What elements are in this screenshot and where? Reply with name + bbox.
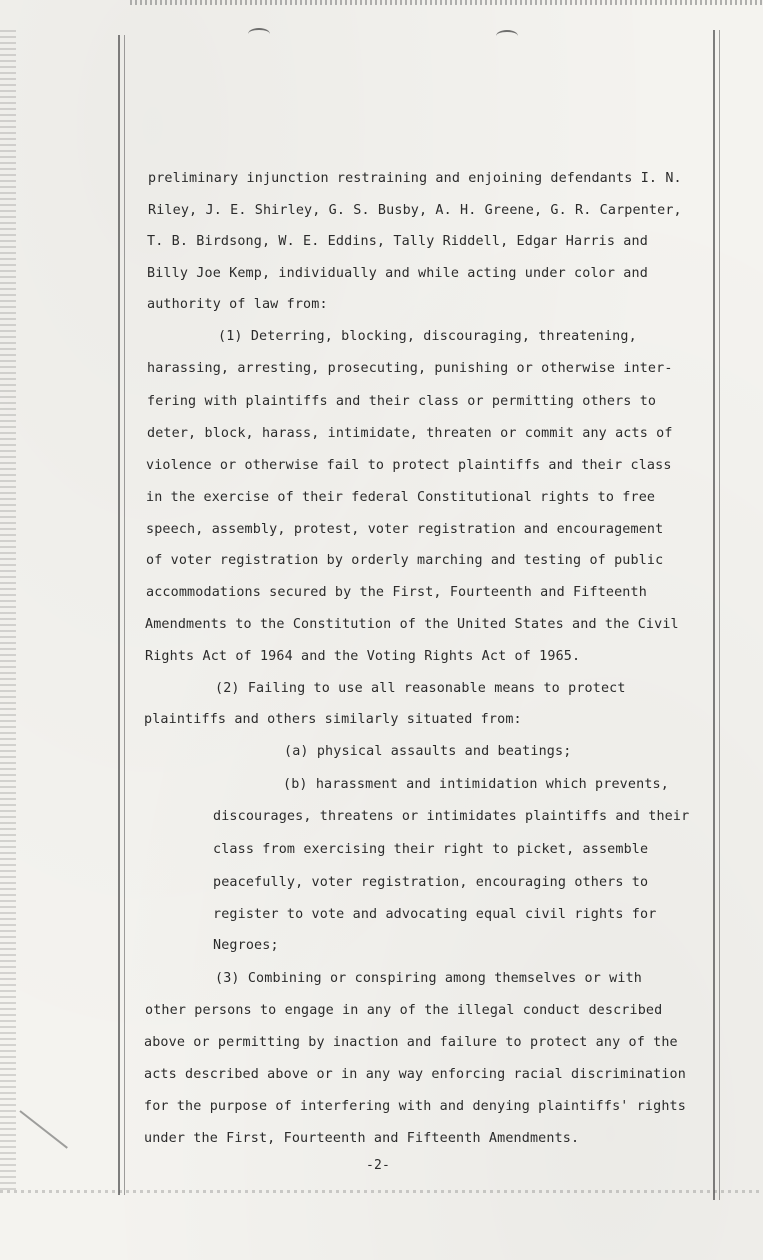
text-line: acts described above or in any way enforcing racial discrimination (144, 1067, 686, 1082)
text-line: harassing, arresting, prosecuting, punishing or otherwise inter- (147, 361, 673, 376)
text-line: Rights Act of 1964 and the Voting Rights Act of 1965. (145, 649, 581, 664)
text-line: (1) Deterring, blocking, discouraging, threatening, (218, 329, 637, 344)
text-line: register to vote and advocating equal civil rights for (213, 907, 657, 922)
text-line: accommodations secured by the First, Fourteenth and Fifteenth (146, 585, 647, 600)
text-line: authority of law from: (147, 297, 328, 312)
text-line: other persons to engage in any of the illegal conduct described (145, 1003, 663, 1018)
text-line: in the exercise of their federal Constitutional rights to free (146, 490, 656, 505)
scan-bottom-edge (0, 1190, 763, 1193)
binding-hole-mark (496, 30, 518, 42)
text-line: fering with plaintiffs and their class or permitting others to (147, 394, 657, 409)
text-line: plaintiffs and others similarly situated from: (144, 712, 522, 727)
scan-left-strip (0, 30, 16, 1190)
text-line: discourages, threatens or intimidates plaintiffs and their (213, 809, 690, 824)
text-line: (2) Failing to use all reasonable means to protect (215, 681, 626, 696)
text-line: for the purpose of interfering with and denying plaintiffs' rights (144, 1099, 686, 1114)
text-line: Riley, J. E. Shirley, G. S. Busby, A. H. Greene, G. R. Carpenter, (148, 203, 682, 218)
left-margin-rule-inner (124, 35, 125, 1195)
text-line: Negroes; (213, 938, 279, 953)
scan-stray-mark (19, 1110, 68, 1149)
page-number: -2- (366, 1158, 390, 1173)
right-margin-rule-inner (719, 30, 720, 1200)
scan-top-edge (130, 0, 763, 5)
text-line: Billy Joe Kemp, individually and while acting under color and (147, 266, 648, 281)
left-margin-rule (118, 35, 120, 1195)
text-line: (b) harassment and intimidation which prevents, (283, 777, 669, 792)
text-line: (a) physical assaults and beatings; (284, 744, 572, 759)
text-line: of voter registration by orderly marching and testing of public (146, 553, 664, 568)
text-line: speech, assembly, protest, voter registration and encouragement (146, 522, 664, 537)
text-line: (3) Combining or conspiring among themselves or with (215, 971, 643, 986)
text-line: Amendments to the Constitution of the United States and the Civil (145, 617, 679, 632)
text-line: class from exercising their right to picket, assemble (213, 842, 649, 857)
text-line: peacefully, voter registration, encouraging others to (213, 875, 649, 890)
text-line: under the First, Fourteenth and Fifteenth Amendments. (144, 1131, 580, 1146)
right-margin-rule (713, 30, 715, 1200)
binding-hole-mark (248, 28, 270, 40)
text-line: deter, block, harass, intimidate, threaten or commit any acts of (147, 426, 673, 441)
text-line: violence or otherwise fail to protect plaintiffs and their class (146, 458, 672, 473)
text-line: above or permitting by inaction and failure to protect any of the (144, 1035, 678, 1050)
text-line: preliminary injunction restraining and enjoining defendants I. N. (148, 171, 682, 186)
text-line: T. B. Birdsong, W. E. Eddins, Tally Riddell, Edgar Harris and (147, 234, 648, 249)
